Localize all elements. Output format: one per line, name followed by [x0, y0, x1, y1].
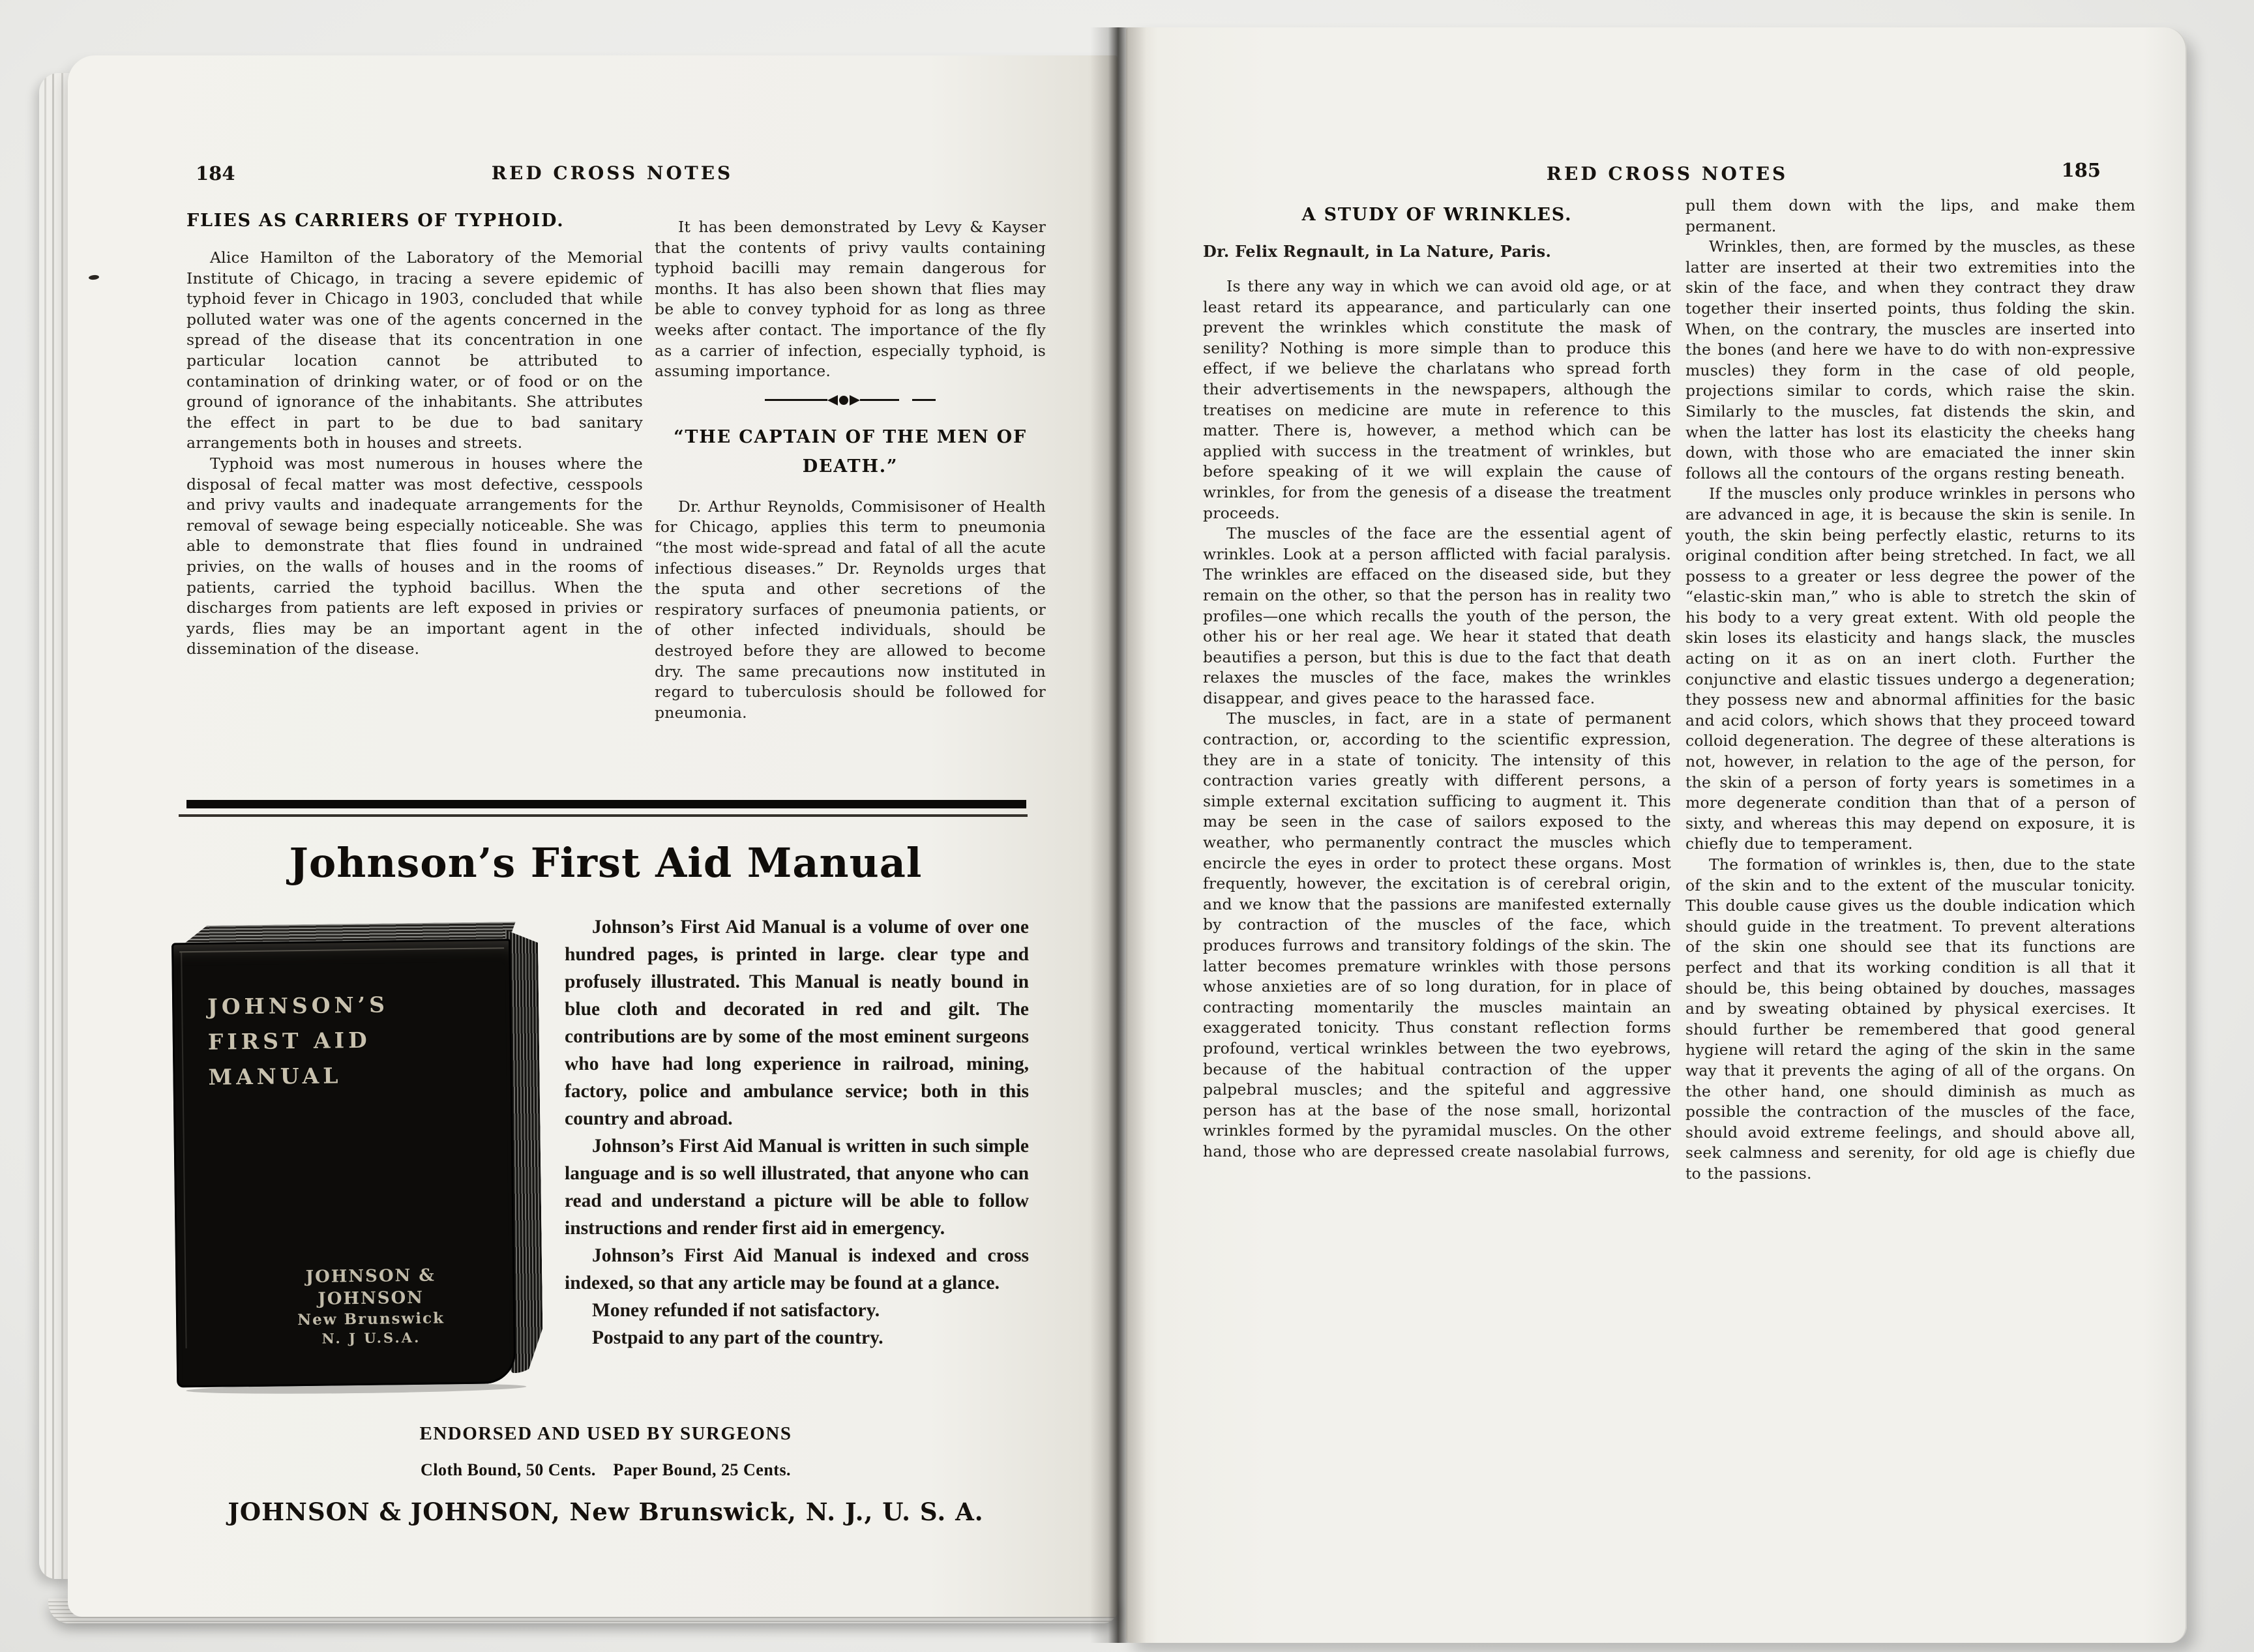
- article-paragraph: The muscles of the face are the essential agent of wrinkles. Look at a person afflicted with facial paralysis. The wrinkles are effaced on the diseased side, but they remain on the other, so that the person has in reality two profiles—one which recalls the youth of the person, the other his or her real age. We hear it stated that death beautifies a person, but this is due to the fact that death relaxes the muscles of the face, makes the wrinkles disappear, and gives peace to the harassed face.: [1203, 524, 1671, 707]
- article-paragraph: Wrinkles, then, are formed by the muscles, as these latter are inserted at their two extremities into the skin of the face, and when they contract they draw together their inserted points, thus folding the skin. When, on the contrary, the muscles are inserted into the bones (and here we have to do with non-expressive muscles) they form in the case of old people, projections similar to cords, which raise the skin. Similarly to the muscles, fat distends the skin, and when the latter has lost its elasticity the cheeks hang down, with those who are emaciated the inner skin follows all the contours of the organs resting beneath.: [1685, 237, 2135, 482]
- article-paragraph: The formation of wrinkles is, then, due to the state of the skin and to the extent of the muscular tonicity. This double cause gives us the double indication which should guide in the treatment. To prevent alterations of the skin one should see that its functions are perfect and that its working condition is all that it should be, this being obtained by douches, massages and by sweating obtained by physical exercises. It should further be remembered that good general hygiene will retard the aging of the skin in the same way that it prevents the aging of all of the organs. On the other hand, one should diminish as much as possible the contraction of the muscles of the face, should avoid extreme feelings, and should above all, seek calmness and serenity, for old age is chiefly due to the passions.: [1685, 855, 2135, 1183]
- article-divider-ornament: [733, 395, 968, 406]
- article-title-flies-typhoid: FLIES AS CARRIERS OF TYPHOID.: [186, 211, 565, 231]
- article-title-line: DEATH.”: [802, 456, 898, 477]
- ornament-arrow-right-icon: [850, 395, 860, 406]
- first-aid-manual-book-image: [171, 922, 544, 1388]
- book-cover-title-line: MANUAL: [208, 1063, 342, 1090]
- ornament-line: [860, 399, 899, 401]
- article-paragraph: If the muscles only produce wrinkles in persons who are advanced in age, it is because the skin is senile. In youth, the skin being perfectly elastic, returns to its original condition after being stretched. In fact, we all possess to a greater or less degree the power of the “elastic-skin man,” who is able to stretch the skin of his body to a very great extent. With old people the skin loses its elasticity and hangs slack, the muscles acting on it as on an inert cloth. Further the conjunctive and elastic tissues undergo a degeneration; they possess new and abnormal affinities for the basic and acid colors, which shows that they proceed toward colloid degeneration. The degree of these alterations is not, however, in relation to the age of the person, for the skin of a person of forty years is sometimes in a more degenerate condition than that of a person of sixty, and whereas this may depend on exposure, it is chiefly due to temperament.: [1685, 484, 2135, 853]
- right-page-column-2: [1685, 196, 2135, 1185]
- ad-paragraph: Johnson’s First Aid Manual is written in such simple language and is so well illustrated, that anyone who can read and understand a picture will be able to follow instructions and render first aid in emergency.: [565, 1136, 1029, 1239]
- article-title-line: “THE CAPTAIN OF THE MEN OF: [674, 426, 1027, 447]
- ad-paragraph: Johnson’s First Aid Manual is a volume of over one hundred pages, is printed in large. clear type and profusely illustrated. This Manual is neatly bound in blue cloth and decorated in red and gilt. The contributions are by some of the most eminent surgeons who have had long experience in railroad, mining, factory, police and ambulance service; both in this country and abroad.: [565, 917, 1029, 1129]
- book-cover-imprint-line: New Brunswick: [297, 1309, 445, 1329]
- article-paragraph: Typhoid was most numerous in houses where the disposal of fecal matter was most defective, cesspools and privy vaults and inadequate arrangements for the removal of sewage being especially noticeable. She was able to demonstrate that flies found in undrained privies, on the walls of houses and in the rooms of patients, carried the typhoid bacillus. When the discharges from patients are left exposed in privies or yards, flies may be an important agent in the dissemination of the disease.: [186, 454, 643, 658]
- ad-endorsement-line: ENDORSED AND USED BY SURGEONS: [419, 1423, 792, 1444]
- article-paragraph: Dr. Arthur Reynolds, Commisisoner of Health for Chicago, applies this term to pneumonia “the most wide-spread and fatal of all the acute infectious diseases.” Dr. Reynolds urges that the sputa and other secretions of the respiratory surfaces of pneumonia patients, or of other infected individuals, should be destroyed before they are allowed to become dry. The same precautions now instituted in regard to tuberculosis should be followed for pneumonia.: [655, 497, 1046, 722]
- article-paragraph: It has been demonstrated by Levy & Kayser that the contents of privy vaults containing typhoid bacilli may remain dangerous for months. It has also been shown that flies may be able to convey typhoid for as long as three weeks after contact. The importance of the fly as a carrier of infection, especially typhoid, is assuming importance.: [655, 218, 1046, 381]
- book-cover-imprint: [263, 1264, 479, 1349]
- article-title-captain-of-death: [655, 422, 1046, 481]
- book-cover: [171, 939, 516, 1387]
- book-cover-imprint-line: JOHNSON & JOHNSON: [305, 1265, 436, 1309]
- ad-paragraph: Money refunded if not satisfactory.: [592, 1300, 880, 1321]
- right-page-column-1: [1203, 205, 1671, 1162]
- ad-top-rule-thin: [179, 814, 1028, 817]
- left-page-column-1: [186, 211, 643, 660]
- running-head-left: RED CROSS NOTES: [491, 162, 734, 184]
- ad-top-rule-thick: [186, 800, 1026, 808]
- left-page: [68, 55, 1118, 1617]
- page-number-right: 185: [2061, 159, 2101, 181]
- ornament-dash: [912, 399, 936, 401]
- ad-pricing-line: Cloth Bound, 50 Cents. Paper Bound, 25 Cents.: [420, 1460, 792, 1479]
- running-head-right: RED CROSS NOTES: [1546, 163, 1788, 184]
- ornament-arrow-left-icon: [827, 395, 838, 406]
- article-paragraph: pull them down with the lips, and make them permanent.: [1685, 196, 2135, 235]
- book-cover-imprint-line: N. J U.S.A.: [321, 1329, 421, 1347]
- article-title-study-of-wrinkles: A STUDY OF WRINKLES.: [1301, 205, 1573, 225]
- article-paragraph: Is there any way in which we can avoid old age, or at least retard its appearance, and particularly can one prevent the wrinkles which constitute the mask of senility? Nothing is more simple than to produce this effect, if we believe the charlatans who spread forth their advertisements in the newspapers, although the treatises on medicine are mute in reference to this matter. There is, however, a method which can be applied with success in the treatment of wrinkles, but before speaking of it we will explain the cause of wrinkles, for from the genesis of a disease the treatment proceeds.: [1203, 277, 1671, 522]
- ornament-dot-icon: [839, 396, 848, 405]
- book-cover-title-line: FIRST AID: [207, 1027, 371, 1055]
- ad-body-text: [565, 913, 1029, 1351]
- right-page: [1126, 27, 2187, 1643]
- ornament-line: [765, 399, 827, 401]
- ad-company-line: JOHNSON & JOHNSON, New Brunswick, N. J., U. S. A.: [228, 1497, 984, 1526]
- ad-paragraph: Postpaid to any part of the country.: [592, 1327, 883, 1348]
- page-number-left: 184: [196, 162, 235, 184]
- left-page-column-2: [655, 217, 1046, 723]
- book-cover-title-line: JOHNSON’S: [207, 992, 389, 1020]
- ad-headline: Johnson’s First Aid Manual: [289, 839, 923, 887]
- book-gutter-fold: [1090, 27, 1146, 1643]
- ad-paragraph: Johnson’s First Aid Manual is indexed and cross indexed, so that any article may be found at a glance.: [565, 1245, 1029, 1293]
- article-paragraph: The muscles, in fact, are in a state of permanent contraction, or, according to the scientific expression, they are in a state of tonicity. The intensity of this contraction varies greatly with different persons, a simple external excitation sufficing to augment it. This may be seen in the case of sailors exposed to the weather, who permanently contract the muscles which encircle the eyes in order to protect these organs. Most frequently, however, the excitation is of cerebral origin, and we know that the passions are manifested externally by contraction of the muscles of the face, which produces furrows and transitory foldings of the skin. The latter becomes premature wrinkles with those persons whose anxieties are of so long duration, for in place of contracting momentarily the muscles maintain an exaggerated tonicity. Thus constant reflection forms profound, vertical wrinkles between the two eyebrows, because of the habitual contraction of the upper palpebral muscles; and the spiteful and aggressive person has at the base of the nose small, horizontal wrinkles formed by the pyramidal muscles. On the other hand, those who are depressed create nasolabial furrows,: [1203, 709, 1671, 1160]
- article-byline: Dr. Felix Regnault, in La Nature, Paris.: [1203, 242, 1552, 261]
- book-cover-title: [207, 987, 390, 1095]
- article-paragraph: Alice Hamilton of the Laboratory of the Memorial Institute of Chicago, in tracing a severe epidemic of typhoid fever in Chicago in 1903, concluded that while polluted water was one of the agents concerned in the spread of the disease that its concentration in one particular location cannot be attributed to contamination of drinking water, or of food or on the ground of ignorance of the inhabitants. She attributes the effect in part to be due to bad sanitary arrangements both in houses and streets.: [186, 248, 643, 452]
